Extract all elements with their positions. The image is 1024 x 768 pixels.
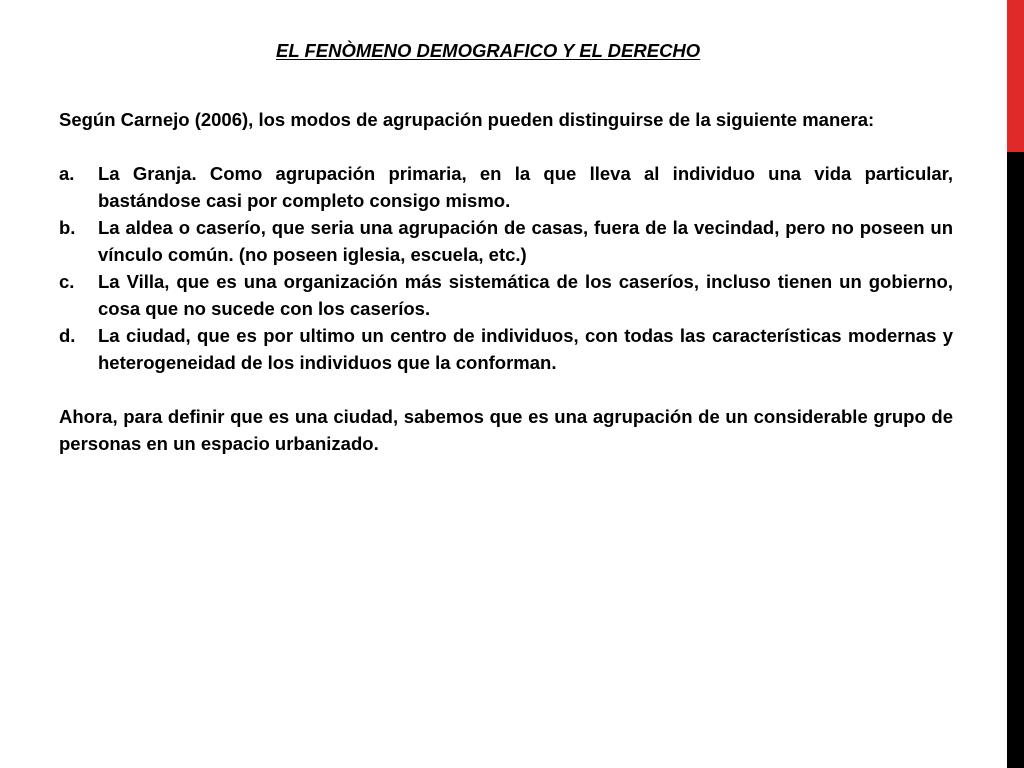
list-marker: a.	[59, 163, 75, 184]
slide-title: EL FENÒMENO DEMOGRAFICO Y EL DERECHO	[276, 40, 701, 61]
slide-body	[59, 106, 953, 457]
accent-bar-black	[1007, 152, 1024, 768]
list-item-text: La aldea o caserío, que seria una agrupación de casas, fuera de la vecindad, pero no poseen un vínculo común. (no poseen iglesia, escuela, etc.)	[98, 217, 953, 265]
list-marker: b.	[59, 217, 76, 238]
grouping-list	[59, 160, 953, 376]
intro-paragraph: Según Carnejo (2006), los modos de agrupación pueden distinguirse de la siguiente manera:	[59, 109, 875, 130]
list-item	[59, 322, 953, 376]
accent-bar-red	[1007, 0, 1024, 152]
spacer	[59, 133, 953, 160]
list-item-text: La Granja. Como agrupación primaria, en la que lleva al individuo una vida particular, bastándose casi por completo consigo mismo.	[98, 163, 953, 211]
spacer	[59, 376, 953, 403]
list-marker: c.	[59, 271, 75, 292]
list-item	[59, 268, 953, 322]
list-item	[59, 160, 953, 214]
list-item-text: La Villa, que es una organización más sistemática de los caseríos, incluso tienen un gobierno, cosa que no sucede con los caseríos.	[98, 271, 953, 319]
closing-paragraph: Ahora, para definir que es una ciudad, sabemos que es una agrupación de un considerable grupo de personas en un espacio urbanizado.	[59, 406, 953, 454]
list-item-text: La ciudad, que es por ultimo un centro de individuos, con todas las características modernas y heterogeneidad de los individuos que la conforman.	[98, 325, 953, 373]
list-item	[59, 214, 953, 268]
list-marker: d.	[59, 325, 76, 346]
